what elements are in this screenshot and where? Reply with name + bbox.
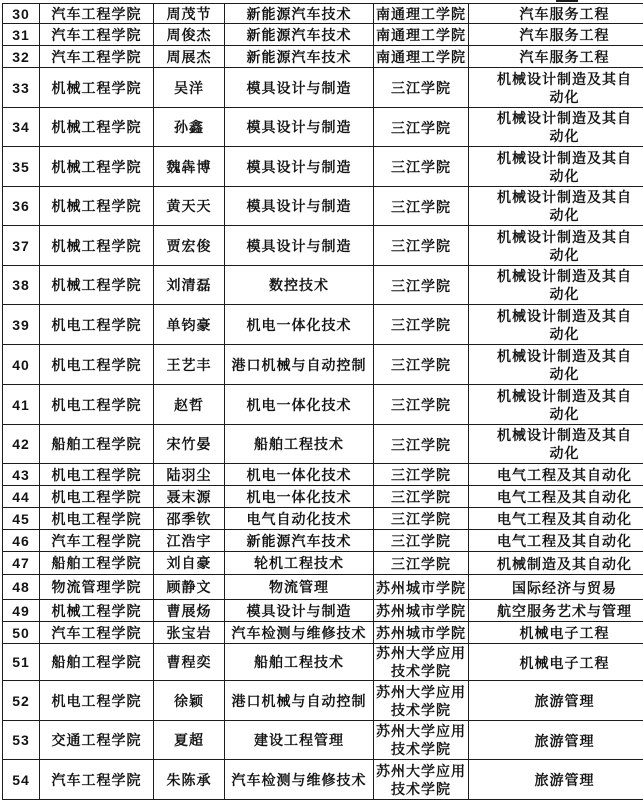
- cell-row-number: 34: [3, 108, 40, 147]
- cell-target-school: [374, 530, 469, 552]
- cell-target-school: [374, 266, 469, 305]
- table-row: [3, 46, 643, 68]
- cell-row-number: 41: [3, 385, 40, 425]
- cell-row-number: 37: [3, 226, 40, 266]
- table-body: [3, 4, 643, 800]
- table-row: [3, 305, 643, 345]
- cell-student-name: 刘清磊: [154, 266, 225, 305]
- cell-target-school-text: 三江学院: [391, 511, 451, 528]
- cell-current-major: 港口机械与自动控制: [225, 345, 374, 385]
- cell-row-number: 32: [3, 46, 40, 68]
- cell-row-number: 44: [3, 486, 40, 508]
- cell-target-major: [469, 305, 643, 345]
- cell-row-number: 36: [3, 187, 40, 226]
- cell-row-number: 52: [3, 681, 40, 721]
- cell-student-name: 吴洋: [154, 68, 225, 108]
- table-row: [3, 760, 643, 800]
- cell-target-school-text: 苏州大学应用技术学院: [376, 762, 466, 797]
- cell-current-major: 模具设计与制造: [225, 226, 374, 266]
- cell-student-name: 张宝岩: [154, 622, 225, 644]
- cell-college: 机电工程学院: [40, 486, 154, 508]
- cell-current-major: 新能源汽车技术: [225, 46, 374, 68]
- cell-target-school-text: 苏州大学应用技术学院: [376, 645, 466, 680]
- cell-college: 机电工程学院: [40, 508, 154, 530]
- cell-target-major-text: 机械设计制造及其自动化: [497, 307, 632, 342]
- cell-target-school-text: 三江学院: [391, 277, 451, 294]
- cell-target-major-text: 机械设计制造及其自动化: [497, 268, 632, 303]
- cell-student-name: 邵季钦: [154, 508, 225, 530]
- table-row: [3, 24, 643, 46]
- cell-target-major-text: 汽车服务工程: [519, 27, 610, 44]
- cell-target-school-text: 三江学院: [391, 238, 451, 255]
- cell-row-number: 33: [3, 68, 40, 108]
- cell-target-major-text: 旅游管理: [534, 772, 595, 789]
- cell-target-school-text: 苏州大学应用技术学院: [376, 683, 466, 718]
- cell-row-number: 42: [3, 425, 40, 464]
- cell-row-number: 30: [3, 4, 40, 24]
- cell-current-major: 港口机械与自动控制: [225, 681, 374, 721]
- cell-current-major: 模具设计与制造: [225, 187, 374, 226]
- table-row: [3, 486, 643, 508]
- cell-student-name: 刘自豪: [154, 552, 225, 575]
- cell-target-major: [469, 486, 643, 508]
- cell-college: 机电工程学院: [40, 681, 154, 721]
- cell-row-number: 54: [3, 760, 40, 800]
- cell-college: 机电工程学院: [40, 345, 154, 385]
- table-row: [3, 385, 643, 425]
- cell-target-school-text: 南通理工学院: [376, 27, 466, 44]
- cell-current-major: 船舶工程技术: [225, 425, 374, 464]
- cell-row-number: 50: [3, 622, 40, 644]
- table-row: [3, 147, 643, 187]
- table-row: [3, 622, 643, 644]
- cell-row-number: 46: [3, 530, 40, 552]
- cell-student-name: 贾宏俊: [154, 226, 225, 266]
- cell-college: 交通工程学院: [40, 721, 154, 760]
- cell-target-school-text: 南通理工学院: [376, 6, 466, 23]
- cell-college: 汽车工程学院: [40, 24, 154, 46]
- cell-target-school-text: 三江学院: [391, 436, 451, 453]
- cell-college: 汽车工程学院: [40, 4, 154, 24]
- cell-target-major-text: 旅游管理: [534, 732, 595, 749]
- cell-college: 汽车工程学院: [40, 760, 154, 800]
- cell-row-number: 40: [3, 345, 40, 385]
- cell-college: 汽车工程学院: [40, 46, 154, 68]
- cell-target-major: [469, 187, 643, 226]
- table-row: [3, 600, 643, 622]
- table-row: [3, 187, 643, 226]
- cell-target-school-text: 苏州大学应用技术学院: [376, 723, 466, 758]
- cell-student-name: 江浩宇: [154, 530, 225, 552]
- cell-student-name: 顾静文: [154, 575, 225, 600]
- cell-row-number: 48: [3, 575, 40, 600]
- table-row: [3, 425, 643, 464]
- cell-current-major: 汽车检测与维修技术: [225, 760, 374, 800]
- cell-target-school: [374, 305, 469, 345]
- cell-target-major: [469, 425, 643, 464]
- cell-target-major: [469, 4, 643, 24]
- cell-student-name: 周俊杰: [154, 24, 225, 46]
- cell-student-name: 黄天天: [154, 187, 225, 226]
- cell-row-number: 53: [3, 721, 40, 760]
- cell-target-school: [374, 108, 469, 147]
- cell-target-major-text: 机械设计制造及其自动化: [497, 110, 632, 145]
- cell-target-major: [469, 385, 643, 425]
- cell-current-major: 物流管理: [225, 575, 374, 600]
- table-row: [3, 530, 643, 552]
- cell-target-major-text: 机械设计制造及其自动化: [497, 149, 632, 184]
- cell-target-major: [469, 266, 643, 305]
- table-row: [3, 721, 643, 760]
- cell-student-name: 单钧豪: [154, 305, 225, 345]
- cell-college: 机械工程学院: [40, 266, 154, 305]
- cell-target-major-text: 机械设计制造及其自动化: [497, 427, 632, 462]
- table-row: [3, 226, 643, 266]
- cell-current-major: 机电一体化技术: [225, 305, 374, 345]
- cell-target-school-text: 三江学院: [391, 357, 451, 374]
- cell-target-major-text: 机械设计制造及其自动化: [497, 228, 632, 263]
- cell-target-major-text: 航空服务艺术与管理: [497, 603, 632, 620]
- cell-college: 机械工程学院: [40, 108, 154, 147]
- table-row: [3, 108, 643, 147]
- cell-target-major: [469, 575, 643, 600]
- cell-student-name: 曹展炀: [154, 600, 225, 622]
- cell-target-school: [374, 760, 469, 800]
- cell-student-name: 徐颖: [154, 681, 225, 721]
- cell-college: 机电工程学院: [40, 464, 154, 486]
- cell-target-major: [469, 600, 643, 622]
- cell-target-school-text: 南通理工学院: [376, 49, 466, 66]
- cell-target-school: [374, 46, 469, 68]
- cell-target-major: [469, 508, 643, 530]
- cell-college: 机械工程学院: [40, 226, 154, 266]
- cell-target-major: [469, 46, 643, 68]
- cell-target-school: [374, 464, 469, 486]
- cell-current-major: 模具设计与制造: [225, 147, 374, 187]
- cell-target-school-text: 三江学院: [391, 80, 451, 97]
- table-row: [3, 4, 643, 24]
- cell-college: 船舶工程学院: [40, 425, 154, 464]
- cell-student-name: 王艺丰: [154, 345, 225, 385]
- cell-student-name: 周茂节: [154, 4, 225, 24]
- cell-college: 机械工程学院: [40, 147, 154, 187]
- cell-target-school-text: 三江学院: [391, 317, 451, 334]
- cell-target-school-text: 苏州城市学院: [376, 579, 466, 596]
- cell-current-major: 模具设计与制造: [225, 68, 374, 108]
- table-row: [3, 644, 643, 681]
- cell-target-major-text: 机械制造及其自动化: [497, 555, 632, 572]
- cell-target-major: [469, 552, 643, 575]
- cell-target-school: [374, 508, 469, 530]
- cell-current-major: 新能源汽车技术: [225, 530, 374, 552]
- cell-target-school: [374, 644, 469, 681]
- cell-target-school-text: 三江学院: [391, 159, 451, 176]
- cell-current-major: 模具设计与制造: [225, 108, 374, 147]
- cell-target-major: [469, 345, 643, 385]
- cell-row-number: 39: [3, 305, 40, 345]
- cell-target-school: [374, 187, 469, 226]
- cell-college: 物流管理学院: [40, 575, 154, 600]
- cell-target-school-text: 三江学院: [391, 397, 451, 414]
- cell-target-major-text: 机械设计制造及其自动化: [497, 387, 632, 422]
- cell-target-major: [469, 147, 643, 187]
- cell-target-school: [374, 600, 469, 622]
- cell-target-major-text: 电气工程及其自动化: [497, 511, 632, 528]
- cell-target-school-text: 三江学院: [391, 119, 451, 136]
- cell-target-major: [469, 644, 643, 681]
- cell-student-name: 聂末源: [154, 486, 225, 508]
- cell-student-name: 孙鑫: [154, 108, 225, 147]
- student-transfer-table: [2, 3, 643, 800]
- cell-target-school-text: 三江学院: [391, 555, 451, 572]
- cell-target-school-text: 苏州城市学院: [376, 603, 466, 620]
- cell-student-name: 魏犇博: [154, 147, 225, 187]
- cell-row-number: 51: [3, 644, 40, 681]
- cell-target-school: [374, 622, 469, 644]
- cell-college: 机械工程学院: [40, 187, 154, 226]
- cell-current-major: 新能源汽车技术: [225, 24, 374, 46]
- cell-student-name: 朱陈承: [154, 760, 225, 800]
- table-row: [3, 68, 643, 108]
- cell-student-name: 夏超: [154, 721, 225, 760]
- table-row: [3, 575, 643, 600]
- table-row: [3, 266, 643, 305]
- cell-target-major: [469, 464, 643, 486]
- cell-target-school: [374, 425, 469, 464]
- cell-row-number: 45: [3, 508, 40, 530]
- cell-target-school: [374, 24, 469, 46]
- cell-target-major-text: 电气工程及其自动化: [497, 467, 632, 484]
- cell-target-school-text: 三江学院: [391, 489, 451, 506]
- cell-target-school: [374, 575, 469, 600]
- cell-target-major-text: 电气工程及其自动化: [497, 533, 632, 550]
- cell-target-major: [469, 760, 643, 800]
- cell-college: 机电工程学院: [40, 305, 154, 345]
- cell-college: 船舶工程学院: [40, 552, 154, 575]
- cell-student-name: 陆羽尘: [154, 464, 225, 486]
- cell-target-major-text: 电气工程及其自动化: [497, 489, 632, 506]
- cell-college: 船舶工程学院: [40, 644, 154, 681]
- cell-current-major: 模具设计与制造: [225, 600, 374, 622]
- cell-current-major: 汽车检测与维修技术: [225, 622, 374, 644]
- cell-target-major: [469, 721, 643, 760]
- cell-target-school: [374, 226, 469, 266]
- cell-target-school: [374, 147, 469, 187]
- cell-student-name: 赵哲: [154, 385, 225, 425]
- cell-target-major: [469, 622, 643, 644]
- cell-target-major-text: 机械设计制造及其自动化: [497, 189, 632, 224]
- cell-target-major: [469, 24, 643, 46]
- cell-target-major-text: 机械电子工程: [519, 625, 610, 642]
- cell-target-major: [469, 530, 643, 552]
- cell-target-school-text: 三江学院: [391, 467, 451, 484]
- cell-college: 汽车工程学院: [40, 530, 154, 552]
- cell-current-major: 机电一体化技术: [225, 486, 374, 508]
- cell-current-major: 机电一体化技术: [225, 385, 374, 425]
- cell-current-major: 轮机工程技术: [225, 552, 374, 575]
- cell-target-school: [374, 345, 469, 385]
- cell-target-major-text: 机械设计制造及其自动化: [497, 70, 632, 105]
- table-row: [3, 345, 643, 385]
- cell-target-school-text: 三江学院: [391, 198, 451, 215]
- cell-target-school: [374, 4, 469, 24]
- cell-target-major: [469, 681, 643, 721]
- cell-target-school: [374, 385, 469, 425]
- cell-target-major-text: 机械电子工程: [519, 654, 610, 671]
- cell-current-major: 船舶工程技术: [225, 644, 374, 681]
- table-row: [3, 552, 643, 575]
- cell-target-school: [374, 486, 469, 508]
- cell-target-major: [469, 226, 643, 266]
- cell-row-number: 31: [3, 24, 40, 46]
- cell-current-major: 新能源汽车技术: [225, 4, 374, 24]
- scan-artifact-line: [556, 0, 578, 2]
- table-row: [3, 681, 643, 721]
- cell-target-school-text: 三江学院: [391, 533, 451, 550]
- cell-row-number: 49: [3, 600, 40, 622]
- cell-target-major-text: 汽车服务工程: [519, 49, 610, 66]
- table-row: [3, 508, 643, 530]
- cell-row-number: 43: [3, 464, 40, 486]
- cell-target-major: [469, 68, 643, 108]
- cell-college: 机械工程学院: [40, 68, 154, 108]
- cell-college: 机电工程学院: [40, 385, 154, 425]
- cell-college: 汽车工程学院: [40, 622, 154, 644]
- cell-current-major: 数控技术: [225, 266, 374, 305]
- cell-target-major-text: 汽车服务工程: [519, 6, 610, 23]
- cell-current-major: 电气自动化技术: [225, 508, 374, 530]
- cell-target-major-text: 旅游管理: [534, 693, 595, 710]
- cell-current-major: 机电一体化技术: [225, 464, 374, 486]
- cell-student-name: 周展杰: [154, 46, 225, 68]
- cell-student-name: 曹程奕: [154, 644, 225, 681]
- cell-row-number: 38: [3, 266, 40, 305]
- table-row: [3, 464, 643, 486]
- cell-target-school: [374, 552, 469, 575]
- cell-row-number: 35: [3, 147, 40, 187]
- cell-current-major: 建设工程管理: [225, 721, 374, 760]
- cell-target-major: [469, 108, 643, 147]
- cell-target-school-text: 苏州城市学院: [376, 625, 466, 642]
- cell-college: 机械工程学院: [40, 600, 154, 622]
- cell-row-number: 47: [3, 552, 40, 575]
- cell-student-name: 宋竹晏: [154, 425, 225, 464]
- cell-target-major-text: 国际经济与贸易: [512, 579, 617, 596]
- cell-target-school: [374, 721, 469, 760]
- cell-target-school: [374, 681, 469, 721]
- cell-target-school: [374, 68, 469, 108]
- cell-target-major-text: 机械设计制造及其自动化: [497, 347, 632, 382]
